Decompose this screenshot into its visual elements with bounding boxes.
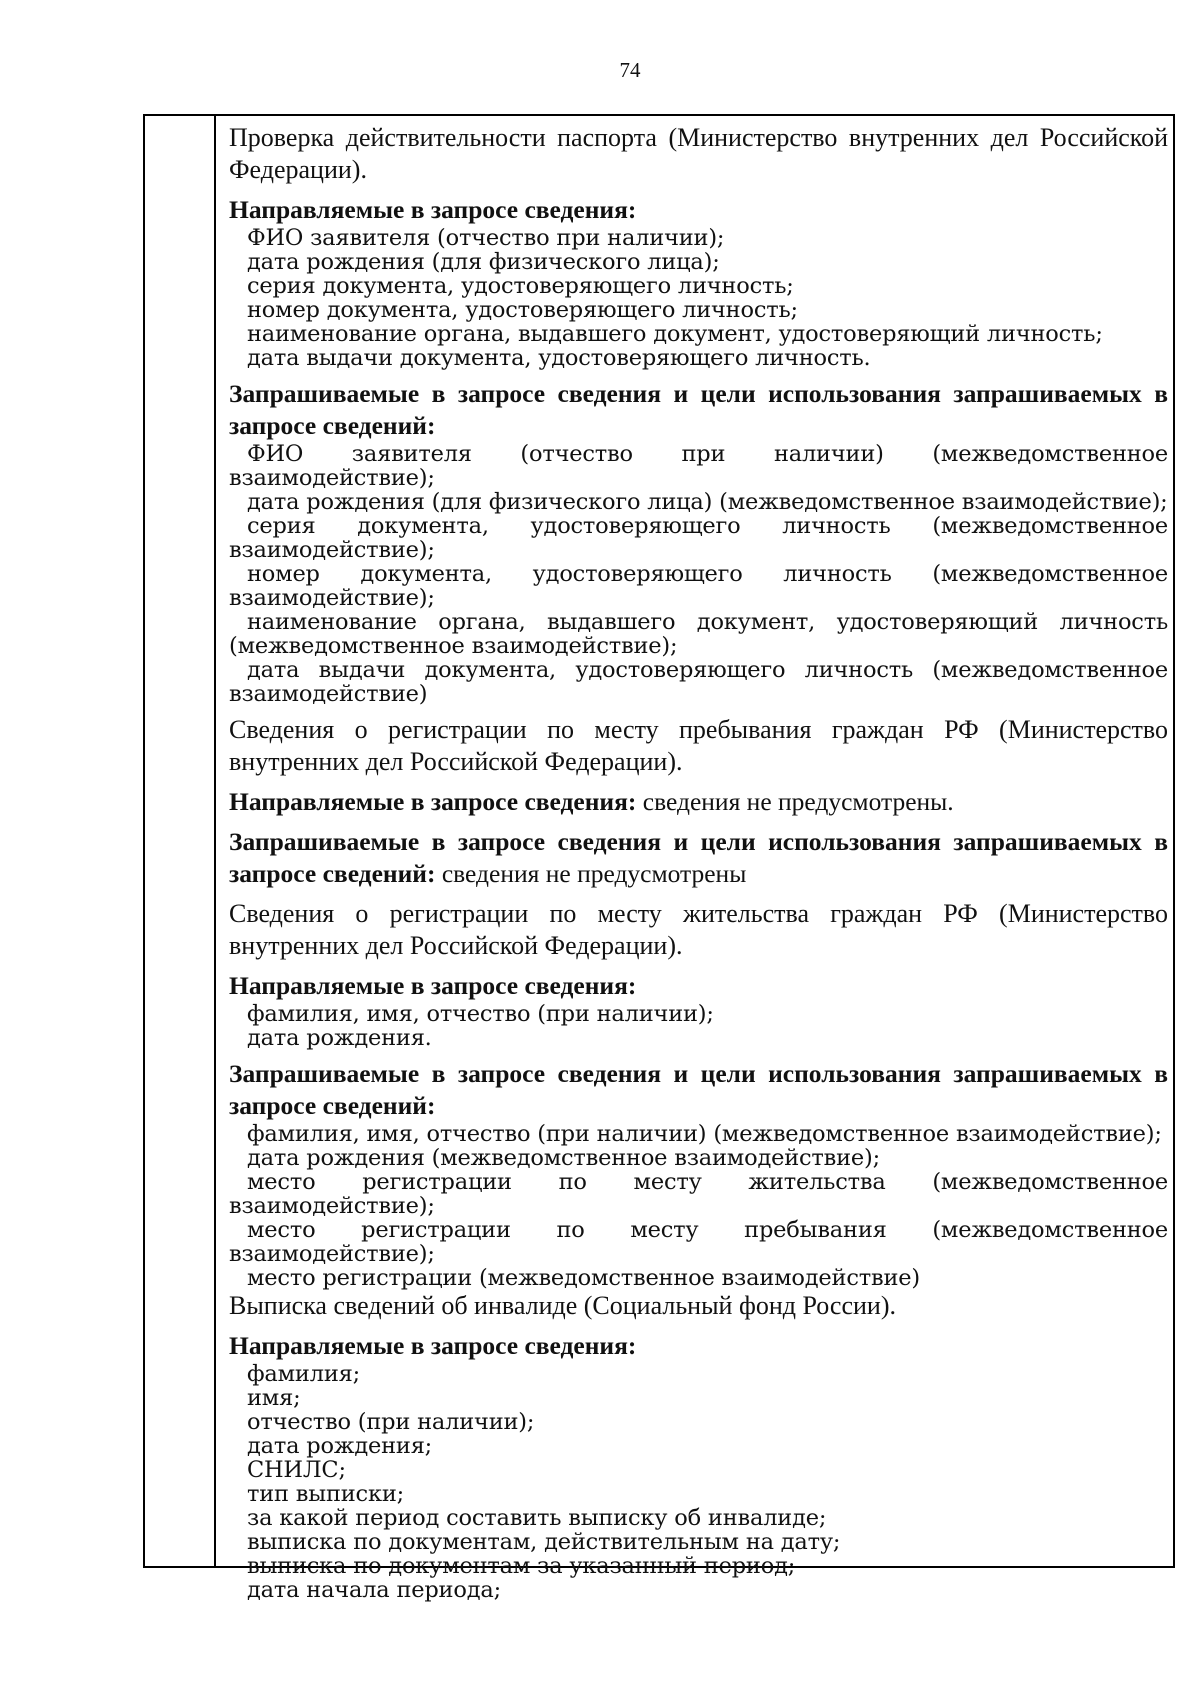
list-item: выписка по документам, действительным на дату; (247, 1529, 841, 1555)
list-item: имя; (247, 1385, 301, 1411)
list-item: дата рождения (для физического лица); (247, 249, 720, 275)
list-item: тип выписки; (247, 1481, 405, 1507)
list-item: дата рождения (межведомственное взаимодействие); (247, 1145, 881, 1171)
list-item: место регистрации по месту пребывания (межведомственное взаимодействие); (229, 1217, 1168, 1267)
list-item: серия документа, удостоверяющего личность (межведомственное взаимодействие); (229, 513, 1168, 563)
document-table (143, 114, 1175, 1603)
req-tail: сведения не предусмотрены (435, 859, 747, 888)
req-label: Запрашиваемые в запросе сведения и цели использования запрашиваемых в запросе сведений: (229, 827, 1168, 888)
sent-label: Направляемые в запросе сведения: (229, 195, 637, 224)
list-item: номер документа, удостоверяющего личность; (247, 297, 798, 323)
list-item: номер документа, удостоверяющего личность (межведомственное взаимодействие); (229, 561, 1168, 611)
section-source: Проверка действительности паспорта (Министерство внутренних дел Российской Федерации). (229, 123, 1168, 184)
section-passport-check (229, 122, 1168, 706)
table-left-column (145, 116, 216, 1566)
list-item: фамилия, имя, отчество (при наличии) (межведомственное взаимодействие); (247, 1121, 1162, 1147)
list-item: место регистрации (межведомственное взаимодействие) (247, 1265, 920, 1291)
list-item: дата рождения (для физического лица) (межведомственное взаимодействие); (247, 489, 1168, 515)
req-label: Запрашиваемые в запросе сведения и цели использования запрашиваемых в запросе сведений: (229, 1059, 1168, 1120)
list-item: дата выдачи документа, удостоверяющего личность (межведомственное взаимодействие) (229, 657, 1168, 707)
table-main-cell (229, 116, 1168, 1602)
list-item: фамилия, имя, отчество (при наличии); (247, 1001, 714, 1027)
list-item: выписка по документам за указанный период; (247, 1553, 796, 1579)
list-item: ФИО заявителя (отчество при наличии) (межведомственное взаимодействие); (229, 441, 1168, 491)
req-label-line (229, 826, 1168, 890)
section-source: Выписка сведений об инвалиде (Социальный фонд России). (229, 1291, 896, 1320)
list-item: фамилия; (247, 1361, 360, 1387)
list-item: дата рождения. (247, 1025, 432, 1051)
list-item: отчество (при наличии); (247, 1409, 535, 1435)
sent-tail: сведения не предусмотрены. (636, 787, 954, 816)
sent-label: Направляемые в запросе сведения: (229, 971, 637, 1000)
section-source: Сведения о регистрации по месту пребывания граждан РФ (Министерство внутренних дел Российской Федерации). (229, 715, 1168, 776)
section-source: Сведения о регистрации по месту жительства граждан РФ (Министерство внутренних дел Российской Федерации). (229, 899, 1168, 960)
list-item: наименование органа, выдавшего документ, удостоверяющий личность (межведомственное взаимодействие); (229, 609, 1168, 659)
section-stay-registration (229, 714, 1168, 890)
page-number: 74 (619, 58, 641, 82)
list-item: место регистрации по месту жительства (межведомственное взаимодействие); (229, 1169, 1168, 1219)
list-item: ФИО заявителя (отчество при наличии); (247, 225, 725, 251)
sent-label-line (229, 786, 1168, 818)
list-item: наименование органа, выдавшего документ, удостоверяющий личность; (247, 321, 1103, 347)
sent-label: Направляемые в запросе сведения: (229, 1331, 637, 1360)
list-item: дата рождения; (247, 1433, 433, 1459)
list-item: дата начала периода; (247, 1577, 501, 1603)
list-item: дата выдачи документа, удостоверяющего личность. (247, 345, 871, 371)
list-item: за какой период составить выписку об инвалиде; (247, 1505, 827, 1531)
section-residence-registration (229, 898, 1168, 1290)
list-item: СНИЛС; (247, 1457, 346, 1483)
sent-label: Направляемые в запросе сведения: (229, 787, 637, 816)
req-label: Запрашиваемые в запросе сведения и цели использования запрашиваемых в запросе сведений: (229, 379, 1168, 440)
list-item: серия документа, удостоверяющего личность; (247, 273, 794, 299)
section-disability-extract (229, 1290, 1168, 1602)
